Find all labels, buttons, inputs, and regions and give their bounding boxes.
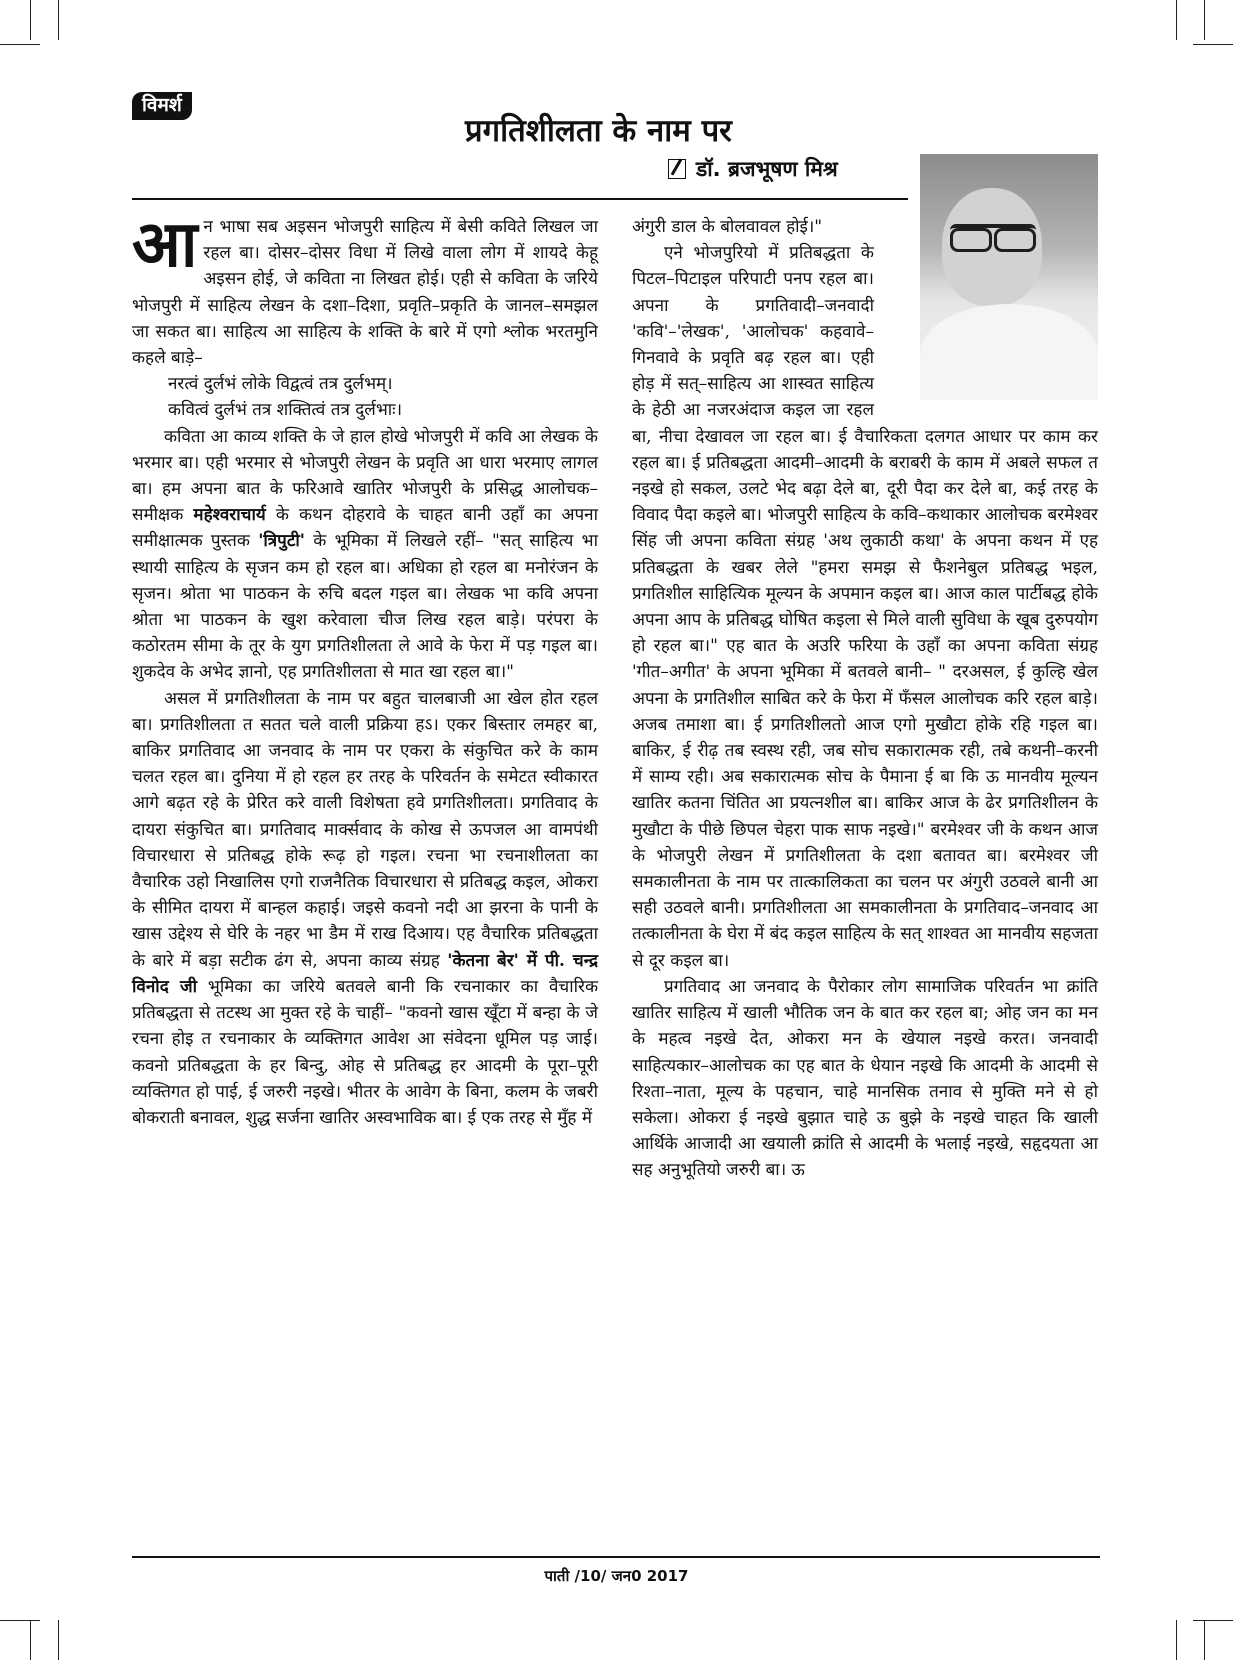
section-badge: विमर्श [132, 92, 192, 120]
book-title: 'केतना बेर' में पी. चन्द्र विनोद जी [132, 950, 598, 997]
photo-wrap-space [874, 214, 1098, 398]
crop-mark [30, 1620, 31, 1660]
author-byline [668, 156, 838, 182]
crop-mark [0, 1620, 40, 1621]
paragraph: आन भाषा सब अइसन भोजपुरी साहित्य में बेसी कविते लिखल जा रहल बा। दोसर–दोसर विधा में लिखे वाला लोग में शायदे केहू अइसन होई, जे कविता ना लिखत होई। एही से कविता के जरिये भोजपुरी में साहित्य लेखन के दशा–दिशा, प्रवृति–प्रकृति के जानल–समझल जा सकत बा। साहित्य आ साहित्य के शक्ति के बारे में एगो श्लोक भरतमुनि कहले बाड़े– [132, 208, 598, 369]
book-title: 'त्रिपुटी' [258, 531, 306, 552]
crop-mark [1176, 0, 1177, 40]
crop-mark [58, 0, 59, 40]
crop-mark [58, 1620, 59, 1660]
crop-mark [1176, 1620, 1177, 1660]
paragraph: प्रगतिवाद आ जनवाद के पैरोकार लोग सामाजिक परिवर्तन भा क्रांति खातिर साहित्य में खाली भौतिक जन के बात कर रहल बा; ओह जन का मन के महत्व नइखे देत, ओकरा मन के खेयाल नइखे करत। जनवादी साहित्यकार–आलोचक का एह बात के धेयान नइखे कि आदमी के आदमी से रिश्ता–नाता, मूल्य के पहचान, चाहे मानसिक तनाव से मुक्ति मने से हो सकेला। ओकरा ई नइखे बुझात चाहे ऊ बुझे के नइखे चाहत कि खाली आर्थिके आजादी आ खयाली क्रांति से आदमी के भलाई नइखे, सहृदयता आ सह अनुभूतियो जरुरी बा। ऊ [632, 976, 1098, 1181]
crop-mark [0, 44, 40, 45]
left-column [132, 208, 599, 1131]
footer-rule [132, 1556, 1100, 1558]
crop-mark [1193, 1620, 1233, 1621]
verse-line: कवित्वं दुर्लभं तत्र शक्तित्वं तत्र दुर्लभाः। [168, 400, 403, 421]
verse-line: नरत्वं दुर्लभं लोके विद्वत्वं तत्र दुर्लभम्। [168, 374, 393, 395]
paragraph: अंगुरी डाल के बोलवावल होई।" [632, 217, 823, 237]
drop-cap: आ [132, 208, 198, 282]
right-column [632, 214, 1098, 1184]
crop-mark [1204, 1620, 1205, 1660]
crop-mark [1204, 0, 1205, 40]
pen-icon [668, 159, 686, 179]
page-footer: पाती /10/ जन0 2017 [544, 1567, 689, 1585]
crop-mark [30, 0, 31, 40]
crop-mark [1193, 44, 1233, 45]
paragraph: असल में प्रगतिशीलता के नाम पर बहुत चालबाजी आ खेल होत रहल बा। प्रगतिशीलता त सतत चले वाली प्रक्रिया हऽ। एकर बिस्तार लमहर बा, बाकिर प्रगतिवाद आ जनवाद के नाम पर एकरा के संकुचित करे के काम चलत रहल बा। दुनिया में हो रहल हर तरह के परिवर्तन के समेटत स्वीकारत आगे बढ़त रहे के प्रेरित करे वाली विशेषता हवे प्रगतिशीलता। प्रगतिवाद के दायरा संकुचित बा। प्रगतिवाद मार्क्सवाद के कोख से ऊपजल आ वामपंथी विचारधारा से प्रतिबद्ध होके रूढ़ हो गइल। रचना भा रचनाशीलता का वैचारिक उहो निखालिस एगो राजनैतिक विचारधारा से प्रतिबद्ध कइल, ओकरा के सीमित दायरा में बान्हल कहाई। जइसे कवनो नदी आ झरना के पानी के खास उद्देश्य से घेरि के नहर भा डैम में राख दिआय। एह वैचारिक प्रतिबद्धता के बारे में बड़ा सटीक ढंग से, अपना काव्य संग्रह 'केतना बेर' में पी. चन्द्र विनोद जी भूमिका का जरिये बतवले बानी कि रचनाकार का वैचारिक प्रतिबद्धता से तटस्थ आ मुक्त रहे के चाहीं– "कवनो खास खूँटा में बन्हा के जे रचना होइ त रचनाकार के व्यक्तिगत आवेश आ संवेदना धूमिल पड़ जाई। कवनो प्रतिबद्धता के हर बिन्दु, ओह से प्रतिबद्ध हर आदमी के पूरा–पूरी व्यक्तिगत हो पाई, ई जरुरी नइखे। भीतर के आवेग के बिना, कलम के जबरी बोकराती बनावल, शुद्ध सर्जना खातिर अस्वभाविक बा। ई एक तरह से मुँह में [132, 688, 599, 1128]
author-name: डॉ. ब्रजभूषण मिश्र [696, 157, 838, 181]
paragraph: एने भोजपुरियो में प्रतिबद्धता के पिटल–पिटाइल परिपाटी पनप रहल बा। अपना के प्रगतिवादी–जनवादी 'कवि'–'लेखक', 'आलोचक' कहवावे– गिनवावे के प्रवृति बढ़ रहल बा। एही होड़ में सत्–साहित्य आ शास्वत साहित्य के हेठी आ नजरअंदाज कइल जा रहल बा, नीचा देखावल जा रहल बा। ई वैचारिकता दलगत आधार पर काम कर रहल बा। ई प्रतिबद्धता आदमी–आदमी के बराबरी के काम में अबले सफल त नइखे हो सकल, उलटे भेद बढ़ा देले बा, दूरी पैदा कर देले बा, कई तरह के विवाद पैदा कइले बा। भोजपुरी साहित्य के कवि–कथाकार आलोचक बरमेश्वर सिंह जी अपना कविता संग्रह 'अथ लुकाठी कथा' के अपना कथन में एह प्रतिबद्धता के खबर लेले "हमरा समझ से फैशनेबुल प्रतिबद्ध भइल, प्रगतिशील साहित्यिक मूल्यन के अपमान कइल बा। आज काल पार्टीबद्ध होके अपना आप के प्रतिबद्ध घोषित कइला से मिले वाली सुविधा के खूब दुरुपयोग हो रहल बा।" एह बात के अउरि फरिया के उहाँ का अपना कविता संग्रह 'गीत–अगीत' के अपना भूमिका में बतवले बानी– " दरअसल, ई कुल्हि खेल अपना के प्रगतिशील साबित करे के फेरा में फँसल आलोचक करि रहल बाड़े। अजब तमाशा बा। ई प्रगतिशीलतो आज एगो मुखौटा होके रहि गइल बा। बाकिर, ई रीढ़ तब स्वस्थ रही, जब सोच सकारात्मक रही, तबे कथनी–करनी में साम्य रही। अब सकारात्मक सोच के पैमाना ई बा कि ऊ मानवीय मूल्यन खातिर कतना चिंतित आ प्रयत्नशील बा। बाकिर आज के ढेर प्रगतिशीलन के मुखौटा के पीछे छिपल चेहरा पाक साफ नइखे।" बरमेश्वर जी के कथन आज के भोजपुरी लेखन में प्रगतिशीलता के दशा बतावत बा। बरमेश्वर जी समकालीनता के नाम पर तात्कालिकता का चलन पर अंगुरी उठवले बानी आ सही उठवले बानी। प्रगतिशीलता आ समकालीनता के प्रगतिवाद–जनवाद आ तत्कालीनता के घेरा में बंद कइल साहित्य के सत् शाश्वत आ मानवीय सहजता से दूर कइल बा। [632, 243, 1098, 971]
paragraph: कविता आ काव्य शक्ति के जे हाल होखे भोजपुरी में कवि आ लेखक के भरमार बा। एही भरमार से भोजपुरी लेखन के प्रवृति आ धारा भरमाए लागल बा। हम अपना बात के फरिआवे खातिर भोजपुरी के प्रसिद्ध आलोचक–समीक्षक महेश्वराचार्य के कथन दोहरावे के चाहत बानी उहाँ का अपना समीक्षात्मक पुस्तक 'त्रिपुटी' के भूमिका में लिखले रहीं– "सत् साहित्य भा स्थायी साहित्य के सृजन कम हो रहल बा। अधिका हो रहल बा मनोरंजन के सृजन। श्रोता भा पाठकन के रुचि बदल गइल बा। लेखक भा कवि अपना श्रोता भा पाठकन के खुश करेवाला चीज लिख रहल बाड़े। परंपरा के कठोरतम सीमा के तूर के युग प्रगतिशीलता ले आवे के फेरा में पड़ गइल बा। शुकदेव के अभेद ज्ञानो, एह प्रगतिशीलता से मात खा रहल बा।" [132, 426, 598, 683]
article-title: प्रगतिशीलता के नाम पर [465, 113, 732, 149]
critic-name: महेश्वराचार्य [193, 505, 266, 526]
header-rule [132, 198, 908, 200]
